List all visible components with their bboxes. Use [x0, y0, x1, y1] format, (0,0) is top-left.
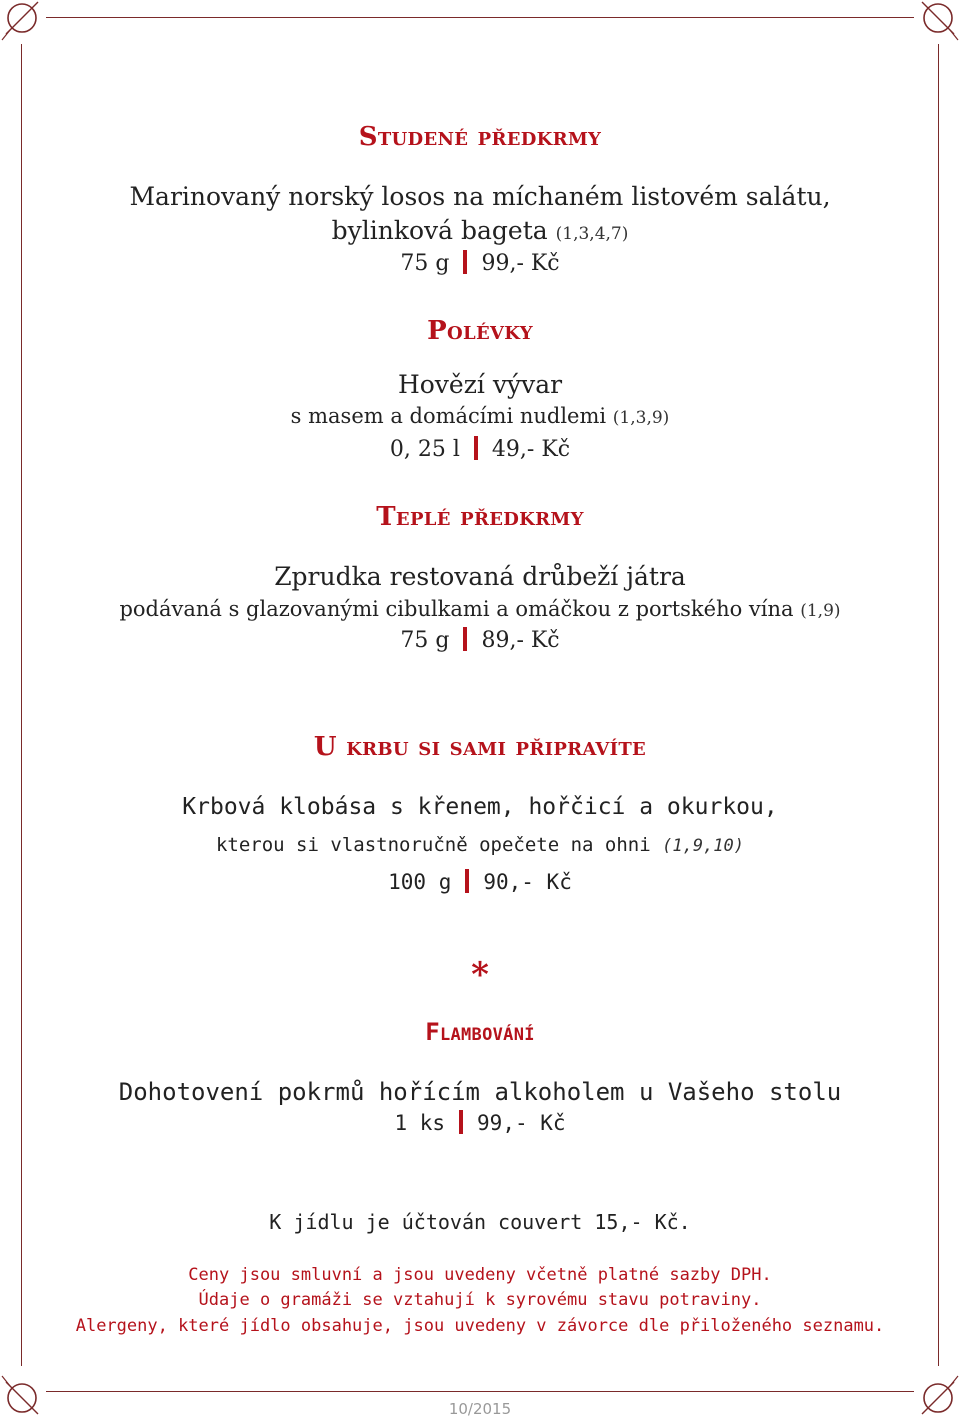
allergens: (1,3,4,7) — [555, 224, 629, 244]
price: 99,- Kč — [481, 251, 560, 276]
section-heading-flambe: Flambování — [425, 1018, 535, 1046]
section-heading-soups: Polévky — [427, 316, 533, 346]
price-row — [0, 436, 960, 462]
dish-description — [0, 404, 960, 428]
allergens: (1,3,9) — [612, 408, 670, 428]
price-row — [0, 869, 960, 894]
price-divider — [463, 627, 467, 651]
weight: 1 ks — [394, 1111, 446, 1135]
frame-bottom-line — [46, 1391, 914, 1392]
price-row — [0, 627, 960, 653]
dish-name: Krbová klobása s křenem, hořčicí a okurkou, — [182, 794, 778, 820]
price-row — [0, 250, 960, 276]
dish-detail: podávaná s glazovanými cibulkami a omáčkou z portského vína — [119, 597, 794, 621]
allergens: (1,9,10) — [662, 836, 745, 856]
page-number: 10/2015 — [448, 1400, 512, 1418]
dish-description — [0, 834, 960, 856]
corner-ornament-icon — [0, 0, 50, 50]
weight: 100 g — [388, 870, 452, 894]
price: 49,- Kč — [491, 437, 571, 462]
price: 99,- Kč — [477, 1111, 566, 1135]
separator-star: * — [471, 955, 489, 995]
section-heading-warm: Teplé předkrmy — [376, 502, 584, 532]
corner-ornament-icon — [910, 0, 960, 50]
weight: 75 g — [400, 251, 450, 276]
price-divider — [463, 250, 467, 274]
dish-name: Dohotovení pokrmů hořícím alkoholem u Vašeho stolu — [118, 1078, 842, 1106]
dish-description: Marinovaný norský losos na míchaném listovém salátu, — [129, 182, 831, 211]
dish-detail: s masem a domácími nudlemi — [290, 404, 607, 428]
weight: 75 g — [400, 628, 450, 653]
footer-note-prices: Ceny jsou smluvní a jsou uvedeny včetně platné sazby DPH. — [188, 1265, 772, 1285]
footer-note-allergens: Alergeny, které jídlo obsahuje, jsou uvedeny v závorce dle přiloženého seznamu. — [75, 1316, 885, 1336]
section-heading-fireplace: U krbu si sami připravíte — [313, 732, 647, 762]
price: 89,- Kč — [481, 628, 560, 653]
dish-description — [0, 216, 960, 245]
allergens: (1,9) — [800, 601, 841, 621]
couvert-note: K jídlu je účtován couvert 15,- Kč. — [269, 1210, 691, 1234]
weight: 0, 25 l — [389, 437, 460, 462]
section-heading-cold: Studené předkrmy — [358, 122, 602, 152]
price-divider — [474, 436, 478, 460]
frame-top-line — [46, 17, 914, 18]
price: 90,- Kč — [483, 870, 572, 894]
dish-detail: kterou si vlastnoručně opečete na ohni — [215, 834, 651, 856]
dish-description — [0, 597, 960, 621]
price-row — [0, 1110, 960, 1135]
price-divider — [465, 869, 469, 893]
footer-note-weights: Údaje o gramáži se vztahují k syrovému stavu potraviny. — [198, 1290, 762, 1310]
dish-name: Zprudka restovaná drůbeží játra — [274, 562, 686, 591]
dish-name: bylinková bageta — [331, 216, 548, 245]
dish-name: Hovězí vývar — [397, 370, 563, 399]
price-divider — [459, 1110, 463, 1134]
